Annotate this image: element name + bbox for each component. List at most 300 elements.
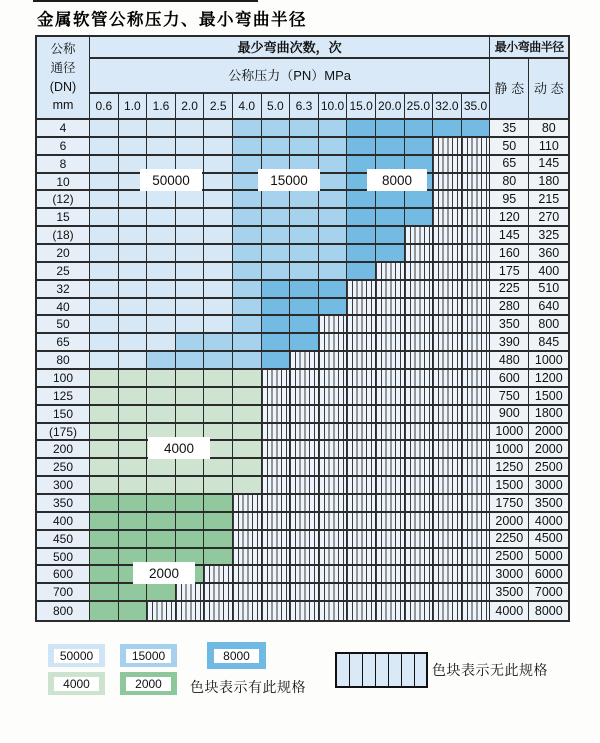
cycle-cell-nospec xyxy=(462,281,491,299)
dn-cell: 350 xyxy=(37,495,90,513)
cycle-cell-8000 xyxy=(376,245,405,263)
pressure-tick: 1.6 xyxy=(147,94,176,120)
cycle-cell-50000 xyxy=(176,245,205,263)
cycle-cell-2000 xyxy=(90,513,119,531)
cycle-cell-nospec xyxy=(347,281,376,299)
static-radius-cell: 600 xyxy=(490,370,529,388)
dynamic-radius-cell: 6000 xyxy=(529,566,568,584)
dn-cell: 800 xyxy=(37,602,90,620)
cycle-cell-15000 xyxy=(262,227,291,245)
cycle-cell-15000 xyxy=(319,263,348,281)
cycle-cell-50000 xyxy=(147,191,176,209)
cycle-cell-8000 xyxy=(262,316,291,334)
cycle-cell-nospec xyxy=(233,495,262,513)
legend-swatch-8000 xyxy=(207,642,266,669)
pressure-tick: 2.5 xyxy=(204,94,233,120)
cycle-cell-nospec xyxy=(347,549,376,567)
cycle-cell-nospec xyxy=(433,513,462,531)
cycle-cell-nospec xyxy=(462,316,491,334)
cycle-cell-4000 xyxy=(233,441,262,459)
cycle-cell-nospec xyxy=(462,245,491,263)
cycle-cell-4000 xyxy=(147,459,176,477)
cycle-cell-4000 xyxy=(204,459,233,477)
cycle-cell-nospec xyxy=(462,602,491,620)
cycle-cell-nospec xyxy=(376,513,405,531)
cycle-cell-nospec xyxy=(376,299,405,317)
cycle-cell-8000 xyxy=(376,209,405,227)
legend-note-unavailable: 色块表示无此规格 xyxy=(432,662,548,678)
cycle-cell-4000 xyxy=(90,370,119,388)
cycle-cell-8000 xyxy=(376,138,405,156)
cycle-cell-nospec xyxy=(233,513,262,531)
cycle-cell-nospec xyxy=(433,299,462,317)
cycle-cell-nospec xyxy=(405,424,434,442)
cycle-cell-15000 xyxy=(290,191,319,209)
cycle-cell-50000 xyxy=(119,138,148,156)
cycle-cell-8000 xyxy=(376,191,405,209)
static-radius-cell: 1750 xyxy=(490,495,529,513)
dn-cell: 300 xyxy=(37,477,90,495)
cycle-cell-nospec xyxy=(233,531,262,549)
cycle-cell-15000 xyxy=(290,120,319,138)
cycle-cell-nospec xyxy=(262,406,291,424)
dynamic-radius-cell: 180 xyxy=(529,174,568,192)
legend-hatch-box xyxy=(335,652,428,688)
cycle-cell-50000 xyxy=(90,138,119,156)
cycle-cell-nospec xyxy=(433,459,462,477)
cycle-cell-50000 xyxy=(90,156,119,174)
cycle-cell-50000 xyxy=(176,138,205,156)
cycle-cell-nospec xyxy=(405,316,434,334)
cycle-cell-4000 xyxy=(204,370,233,388)
cycle-cell-50000 xyxy=(90,191,119,209)
cycle-cell-nospec xyxy=(347,406,376,424)
dn-column-header xyxy=(37,37,90,120)
dn-cell: 450 xyxy=(37,531,90,549)
dn-cell: 125 xyxy=(37,388,90,406)
cycle-cell-nospec xyxy=(290,352,319,370)
scan-edge-artifact xyxy=(33,0,258,2)
dynamic-radius-cell: 4500 xyxy=(529,531,568,549)
cycle-cell-nospec xyxy=(462,584,491,602)
cycle-cell-4000 xyxy=(119,424,148,442)
cycle-cell-nospec xyxy=(405,495,434,513)
cycle-cell-nospec xyxy=(319,316,348,334)
cycle-cell-nospec xyxy=(376,566,405,584)
bend-cycles-header: 最少弯曲次数，次 xyxy=(90,37,490,59)
cycle-cell-50000 xyxy=(90,227,119,245)
cycle-cell-50000 xyxy=(204,191,233,209)
cycle-cell-nospec xyxy=(262,566,291,584)
cycle-cell-nospec xyxy=(319,566,348,584)
legend-swatch-50000 xyxy=(48,644,105,667)
cycle-cell-4000 xyxy=(233,388,262,406)
dn-cell: 200 xyxy=(37,441,90,459)
cycle-cell-8000 xyxy=(347,245,376,263)
dn-cell: 40 xyxy=(37,299,90,317)
dn-cell: 250 xyxy=(37,459,90,477)
cycle-cell-nospec xyxy=(433,352,462,370)
cycle-cell-nospec xyxy=(376,370,405,388)
legend-note-available: 色块表示有此规格 xyxy=(190,679,306,695)
cycle-cell-2000 xyxy=(90,566,119,584)
cycle-cell-nospec xyxy=(319,441,348,459)
cycle-cell-nospec xyxy=(347,459,376,477)
cycle-cell-15000 xyxy=(290,263,319,281)
cycle-cell-15000 xyxy=(319,191,348,209)
cycle-cell-nospec xyxy=(262,477,291,495)
cycle-cell-nospec xyxy=(433,174,462,192)
cycle-cell-nospec xyxy=(405,602,434,620)
cycle-cell-4000 xyxy=(119,459,148,477)
cycle-cell-50000 xyxy=(204,263,233,281)
cycle-cell-15000 xyxy=(262,209,291,227)
cycle-cell-2000 xyxy=(147,531,176,549)
cycle-cell-50000 xyxy=(176,316,205,334)
cycle-cell-nospec xyxy=(433,245,462,263)
region-label-2000: 2000 xyxy=(133,562,195,584)
cycle-cell-15000 xyxy=(233,299,262,317)
cycle-cell-nospec xyxy=(433,424,462,442)
cycle-cell-8000 xyxy=(347,227,376,245)
cycle-cell-nospec xyxy=(433,209,462,227)
cycle-cell-15000 xyxy=(262,120,291,138)
cycle-cell-nospec xyxy=(376,495,405,513)
cycle-cell-15000 xyxy=(233,263,262,281)
static-radius-cell: 2000 xyxy=(490,513,529,531)
cycle-cell-2000 xyxy=(204,531,233,549)
cycle-cell-8000 xyxy=(290,316,319,334)
cycle-cell-nospec xyxy=(319,495,348,513)
cycle-cell-nospec xyxy=(262,424,291,442)
dynamic-radius-cell: 215 xyxy=(529,191,568,209)
cycle-cell-50000 xyxy=(204,227,233,245)
cycle-cell-nospec xyxy=(433,156,462,174)
cycle-cell-nospec xyxy=(376,459,405,477)
cycle-cell-15000 xyxy=(319,174,348,192)
cycle-cell-50000 xyxy=(204,209,233,227)
cycle-cell-nospec xyxy=(376,352,405,370)
static-radius-cell: 280 xyxy=(490,299,529,317)
cycle-cell-4000 xyxy=(233,459,262,477)
cycle-cell-2000 xyxy=(90,549,119,567)
pressure-tick: 2.0 xyxy=(176,94,205,120)
cycle-cell-4000 xyxy=(176,459,205,477)
static-radius-cell: 145 xyxy=(490,227,529,245)
cycle-cell-15000 xyxy=(204,352,233,370)
cycle-cell-8000 xyxy=(347,120,376,138)
dn-cell: 6 xyxy=(37,138,90,156)
cycle-cell-nospec xyxy=(290,584,319,602)
dn-cell: 600 xyxy=(37,566,90,584)
cycle-cell-4000 xyxy=(119,477,148,495)
cycle-cell-nospec xyxy=(462,566,491,584)
cycle-cell-nospec xyxy=(433,441,462,459)
static-radius-cell: 35 xyxy=(490,120,529,138)
cycle-cell-nospec xyxy=(405,406,434,424)
cycle-cell-nospec xyxy=(462,388,491,406)
cycle-cell-nospec xyxy=(462,477,491,495)
cycle-cell-15000 xyxy=(233,316,262,334)
cycle-cell-nospec xyxy=(347,388,376,406)
cycle-cell-15000 xyxy=(204,334,233,352)
cycle-cell-2000 xyxy=(90,495,119,513)
legend-swatch-15000 xyxy=(120,644,177,667)
cycle-cell-nospec xyxy=(176,602,205,620)
region-label-8000: 8000 xyxy=(367,169,427,191)
dynamic-radius-cell: 1800 xyxy=(529,406,568,424)
cycle-cell-nospec xyxy=(347,495,376,513)
cycle-cell-nospec xyxy=(204,602,233,620)
cycle-cell-50000 xyxy=(147,334,176,352)
cycle-cell-8000 xyxy=(262,281,291,299)
dn-cell: 10 xyxy=(37,174,90,192)
cycle-cell-50000 xyxy=(119,227,148,245)
cycle-cell-8000 xyxy=(319,299,348,317)
dn-cell: 100 xyxy=(37,370,90,388)
static-radius-cell: 225 xyxy=(490,281,529,299)
cycle-cell-4000 xyxy=(119,370,148,388)
static-radius-cell: 1500 xyxy=(490,477,529,495)
cycle-cell-50000 xyxy=(204,245,233,263)
cycle-cell-15000 xyxy=(290,209,319,227)
cycle-cell-8000 xyxy=(405,209,434,227)
cycle-cell-50000 xyxy=(90,174,119,192)
cycle-cell-nospec xyxy=(462,299,491,317)
cycle-cell-nospec xyxy=(462,156,491,174)
cycle-cell-nospec xyxy=(433,477,462,495)
cycle-cell-nospec xyxy=(376,406,405,424)
cycle-cell-nospec xyxy=(290,441,319,459)
cycle-cell-15000 xyxy=(290,138,319,156)
dynamic-radius-cell: 510 xyxy=(529,281,568,299)
cycle-cell-2000 xyxy=(119,602,148,620)
cycle-cell-2000 xyxy=(147,513,176,531)
cycle-cell-50000 xyxy=(147,138,176,156)
static-radius-cell: 1250 xyxy=(490,459,529,477)
cycle-cell-15000 xyxy=(262,245,291,263)
cycle-cell-nospec xyxy=(290,406,319,424)
cycle-cell-nospec xyxy=(290,424,319,442)
legend-swatch-label: 2000 xyxy=(126,677,171,691)
dynamic-radius-cell: 3500 xyxy=(529,495,568,513)
static-radius-cell: 80 xyxy=(490,174,529,192)
static-radius-cell: 480 xyxy=(490,352,529,370)
static-radius-cell: 1000 xyxy=(490,424,529,442)
cycle-cell-4000 xyxy=(90,459,119,477)
cycle-cell-nospec xyxy=(262,441,291,459)
cycle-cell-nospec xyxy=(233,566,262,584)
cycle-cell-50000 xyxy=(90,352,119,370)
dynamic-radius-cell: 1500 xyxy=(529,388,568,406)
dn-cell: 50 xyxy=(37,316,90,334)
dn-cell: 700 xyxy=(37,584,90,602)
cycle-cell-nospec xyxy=(405,352,434,370)
cycle-cell-nospec xyxy=(376,602,405,620)
cycle-cell-nospec xyxy=(433,191,462,209)
cycle-cell-nospec xyxy=(262,495,291,513)
cycle-cell-50000 xyxy=(147,281,176,299)
cycle-cell-15000 xyxy=(233,227,262,245)
dynamic-radius-cell: 640 xyxy=(529,299,568,317)
pressure-tick: 10.0 xyxy=(319,94,348,120)
cycle-cell-4000 xyxy=(176,388,205,406)
cycle-cell-nospec xyxy=(462,531,491,549)
dynamic-radius-cell: 1200 xyxy=(529,370,568,388)
cycle-cell-50000 xyxy=(147,299,176,317)
cycle-cell-nospec xyxy=(233,549,262,567)
cycle-cell-nospec xyxy=(347,566,376,584)
cycle-cell-2000 xyxy=(147,584,176,602)
dynamic-radius-cell: 270 xyxy=(529,209,568,227)
cycle-cell-nospec xyxy=(405,370,434,388)
cycle-cell-nospec xyxy=(462,370,491,388)
cycle-cell-nospec xyxy=(405,477,434,495)
cycle-cell-nospec xyxy=(376,441,405,459)
cycle-cell-nospec xyxy=(405,531,434,549)
cycle-cell-nospec xyxy=(405,441,434,459)
cycle-cell-nospec xyxy=(462,424,491,442)
cycle-cell-nospec xyxy=(347,531,376,549)
cycle-cell-50000 xyxy=(176,209,205,227)
cycle-cell-8000 xyxy=(262,334,291,352)
cycle-cell-50000 xyxy=(147,245,176,263)
cycle-cell-15000 xyxy=(233,120,262,138)
cycle-cell-nospec xyxy=(462,334,491,352)
dynamic-radius-cell: 400 xyxy=(529,263,568,281)
cycle-cell-nospec xyxy=(376,477,405,495)
cycle-cell-nospec xyxy=(262,370,291,388)
cycle-cell-50000 xyxy=(176,281,205,299)
cycle-cell-nospec xyxy=(290,388,319,406)
cycle-cell-nospec xyxy=(433,227,462,245)
cycle-cell-50000 xyxy=(176,299,205,317)
cycle-cell-8000 xyxy=(262,299,291,317)
cycle-cell-4000 xyxy=(204,406,233,424)
cycle-cell-15000 xyxy=(319,156,348,174)
cycle-cell-15000 xyxy=(319,209,348,227)
cycle-cell-nospec xyxy=(290,370,319,388)
cycle-cell-4000 xyxy=(233,477,262,495)
cycle-cell-nospec xyxy=(462,513,491,531)
dn-cell: 25 xyxy=(37,263,90,281)
cycle-cell-nospec xyxy=(290,566,319,584)
min-bend-radius-header: 最小弯曲半径 xyxy=(490,37,568,59)
cycle-cell-nospec xyxy=(204,584,233,602)
cycle-cell-15000 xyxy=(176,352,205,370)
cycle-cell-4000 xyxy=(119,388,148,406)
cycle-cell-nospec xyxy=(433,334,462,352)
cycle-cell-nospec xyxy=(433,602,462,620)
static-radius-cell: 2500 xyxy=(490,549,529,567)
cycle-cell-nospec xyxy=(290,495,319,513)
cycle-cell-nospec xyxy=(462,352,491,370)
cycle-cell-50000 xyxy=(119,299,148,317)
cycle-cell-15000 xyxy=(233,334,262,352)
legend-swatch-label: 8000 xyxy=(214,649,259,663)
dn-cell: 65 xyxy=(37,334,90,352)
cycle-cell-nospec xyxy=(462,549,491,567)
cycle-cell-nospec xyxy=(462,138,491,156)
cycle-cell-50000 xyxy=(204,281,233,299)
dn-cell: 80 xyxy=(37,352,90,370)
cycle-cell-50000 xyxy=(119,209,148,227)
cycle-cell-nospec xyxy=(147,602,176,620)
cycle-cell-2000 xyxy=(204,513,233,531)
cycle-cell-nospec xyxy=(462,227,491,245)
cycle-cell-50000 xyxy=(176,263,205,281)
cycle-cell-50000 xyxy=(147,227,176,245)
dynamic-radius-cell: 3000 xyxy=(529,477,568,495)
cycle-cell-2000 xyxy=(204,549,233,567)
cycle-cell-50000 xyxy=(204,174,233,192)
cycle-cell-nospec xyxy=(462,174,491,192)
dn-cell: (18) xyxy=(37,227,90,245)
cycle-cell-nospec xyxy=(347,602,376,620)
cycle-cell-50000 xyxy=(119,120,148,138)
cycle-cell-50000 xyxy=(204,299,233,317)
cycle-cell-4000 xyxy=(147,370,176,388)
static-radius-cell: 175 xyxy=(490,263,529,281)
cycle-cell-2000 xyxy=(90,531,119,549)
cycle-cell-50000 xyxy=(119,245,148,263)
cycle-cell-4000 xyxy=(233,424,262,442)
cycle-cell-50000 xyxy=(204,120,233,138)
cycle-cell-50000 xyxy=(90,209,119,227)
cycle-cell-nospec xyxy=(376,316,405,334)
dn-cell: 400 xyxy=(37,513,90,531)
cycle-cell-nospec xyxy=(319,334,348,352)
cycle-cell-nospec xyxy=(290,459,319,477)
cycle-cell-nospec xyxy=(347,584,376,602)
dn-cell: (12) xyxy=(37,191,90,209)
cycle-cell-nospec xyxy=(405,227,434,245)
cycle-cell-nospec xyxy=(290,477,319,495)
cycle-cell-50000 xyxy=(147,316,176,334)
dynamic-radius-cell: 7000 xyxy=(529,584,568,602)
cycle-cell-nospec xyxy=(347,299,376,317)
pressure-tick: 1.0 xyxy=(119,94,148,120)
cycle-cell-4000 xyxy=(204,477,233,495)
cycle-cell-2000 xyxy=(204,495,233,513)
cycle-cell-nospec xyxy=(405,549,434,567)
cycle-cell-50000 xyxy=(204,316,233,334)
cycle-cell-50000 xyxy=(90,120,119,138)
legend-swatch-label: 15000 xyxy=(126,649,171,663)
dn-cell: 8 xyxy=(37,156,90,174)
cycle-cell-nospec xyxy=(405,263,434,281)
cycle-cell-nospec xyxy=(405,388,434,406)
cycle-cell-15000 xyxy=(262,191,291,209)
dn-cell: 32 xyxy=(37,281,90,299)
cycle-cell-8000 xyxy=(319,281,348,299)
cycle-cell-15000 xyxy=(290,245,319,263)
cycle-cell-50000 xyxy=(90,299,119,317)
cycle-cell-15000 xyxy=(233,138,262,156)
legend-swatch-4000 xyxy=(48,672,105,695)
cycle-cell-15000 xyxy=(233,209,262,227)
cycle-cell-8000 xyxy=(462,120,491,138)
cycle-cell-nospec xyxy=(376,281,405,299)
cycle-cell-nospec xyxy=(262,602,291,620)
cycle-cell-nospec xyxy=(433,584,462,602)
cycle-cell-4000 xyxy=(119,406,148,424)
cycle-cell-4000 xyxy=(147,477,176,495)
specification-table xyxy=(35,35,570,622)
static-radius-cell: 1000 xyxy=(490,441,529,459)
cycle-cell-8000 xyxy=(347,138,376,156)
legend-swatch-label: 50000 xyxy=(54,649,99,663)
